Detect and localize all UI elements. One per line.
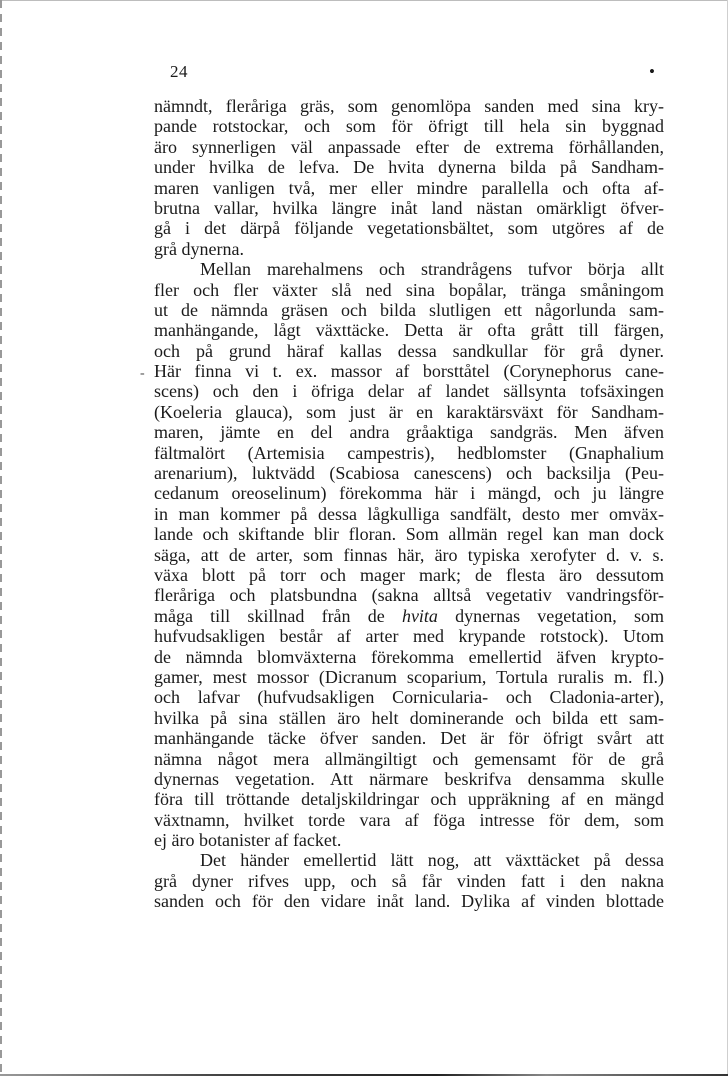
text-line: manhängande täcke öfver sanden. Det är för öfrigt svårt att xyxy=(154,728,664,749)
body-text xyxy=(154,96,664,912)
paragraph xyxy=(154,850,664,911)
text-line: Mellan marehalmens och strandrågens tufvor börja allt xyxy=(200,259,664,280)
text-line: Det händer emellertid lätt nog, att växttäcket på dessa xyxy=(200,850,664,871)
text-line: dynernas vegetation. Att närmare beskrifva densamma skulle xyxy=(154,768,664,789)
text-line: manhängande, lågt växttäcke. Detta är ofta grått till färgen, xyxy=(154,320,664,341)
text-line: hvilka på sina ställen äro helt dominerande och bilda ett sam- xyxy=(154,707,664,728)
text-line: cedanum oreoselinum) förekomma här i mängd, och ju längre xyxy=(154,483,664,504)
text-line: nämndt, fleråriga gräs, som genomlöpa sanden med sina kry- xyxy=(154,96,664,116)
text-line: pande rotstockar, och som för öfrigt till hela sin byggnad xyxy=(154,116,664,137)
text-line: maren, jämte en del andra gråaktiga sandgräs. Men äfven xyxy=(154,422,664,443)
text-line: växtnamn, hvilket torde vara af föga intresse för dem, som xyxy=(154,809,664,830)
text-line: ut de nämnda gräsen och bilda slutligen ett någorlunda sam- xyxy=(154,299,664,320)
paragraph xyxy=(154,96,664,259)
text-line xyxy=(154,606,664,626)
header-mark: • xyxy=(649,62,655,81)
text-line: maren vanligen två, mer eller mindre parallella och ofta af- xyxy=(154,177,664,198)
text-line: och på grund häraf kallas dessa sandkullar för grå dyner. xyxy=(154,340,664,361)
scan-edge-left xyxy=(0,0,2,1076)
scan-edge-top xyxy=(0,0,728,1)
text-line: gamer, mest mossor (Dicranum scoparium, Tortula ruralis m. fl.) xyxy=(154,666,664,687)
text-line: sanden och för den vidare inåt land. Dylika af vinden blottade xyxy=(154,891,664,912)
text-line: och lafvar (hufvudsakligen Cornicularia- och Cladonia-arter), xyxy=(154,687,664,708)
text-run: måga till skillnad från de xyxy=(154,605,402,626)
text-line: fleråriga och platsbundna (sakna alltså vegetativ vandringsför- xyxy=(154,585,664,606)
text-line: nämna något mera allmängiltigt och gemensamt för de grå xyxy=(154,748,664,769)
italic-term: hvita xyxy=(401,605,438,626)
text-line: grå dyner rifves upp, och så får vinden fatt i den nakna xyxy=(154,870,664,891)
text-line: hufvudsakligen består af arter med krypande rotstock). Utom xyxy=(154,626,664,647)
text-line: Här finna vi t. ex. massor af borsttåtel (Corynephorus cane- xyxy=(154,361,664,382)
text-line: lande och skiftande blir floran. Som allmän regel kan man dock xyxy=(154,524,664,545)
text-line: grå dynerna. xyxy=(154,238,244,259)
text-line: fler och fler växter slå ned sina bopålar, tränga småningom xyxy=(154,279,664,300)
text-line: växa blott på torr och mager mark; de flesta äro dessutom xyxy=(154,564,664,585)
text-line: de nämnda blomväxterna förekomma emellertid äfven krypto- xyxy=(154,646,664,667)
text-line: föra till tröttande detaljskildringar och uppräkning af en mängd xyxy=(154,789,664,810)
text-run: dynernas vegetation, som xyxy=(437,605,664,626)
text-line: (Koeleria glauca), som just är en karaktärsväxt för Sandham- xyxy=(154,401,664,422)
text-line: fältmalört (Artemisia campestris), hedblomster (Gnaphalium xyxy=(154,442,664,463)
text-line: scens) och den i öfriga delar af landet sällsynta tofsäxingen xyxy=(154,381,664,402)
text-line: arenarium), luktvädd (Scabiosa canescens) och backsilja (Peu- xyxy=(154,463,664,484)
text-line: ej äro botanister af facket. xyxy=(154,830,342,851)
text-line: säga, att de arter, som finnas här, äro typiska xerofyter d. v. s. xyxy=(154,544,664,565)
text-line: brutna vallar, hvilka längre inåt land nästan omärkligt öfver- xyxy=(154,197,664,218)
page-number: 24 xyxy=(170,62,188,81)
text-line: under hvilka de lefva. De hvita dynerna bilda på Sandham- xyxy=(154,157,664,178)
text-line: äro synnerligen väl anpassade efter de extrema förhållanden, xyxy=(154,136,664,157)
text-line: gå i det därpå följande vegetationsbältet, som utgöres af de xyxy=(154,218,664,239)
text-line: in man kommer på dessa lågkulliga sandfält, desto mer omväx- xyxy=(154,503,664,524)
paragraph xyxy=(154,259,664,850)
margin-mark: - xyxy=(140,366,145,381)
